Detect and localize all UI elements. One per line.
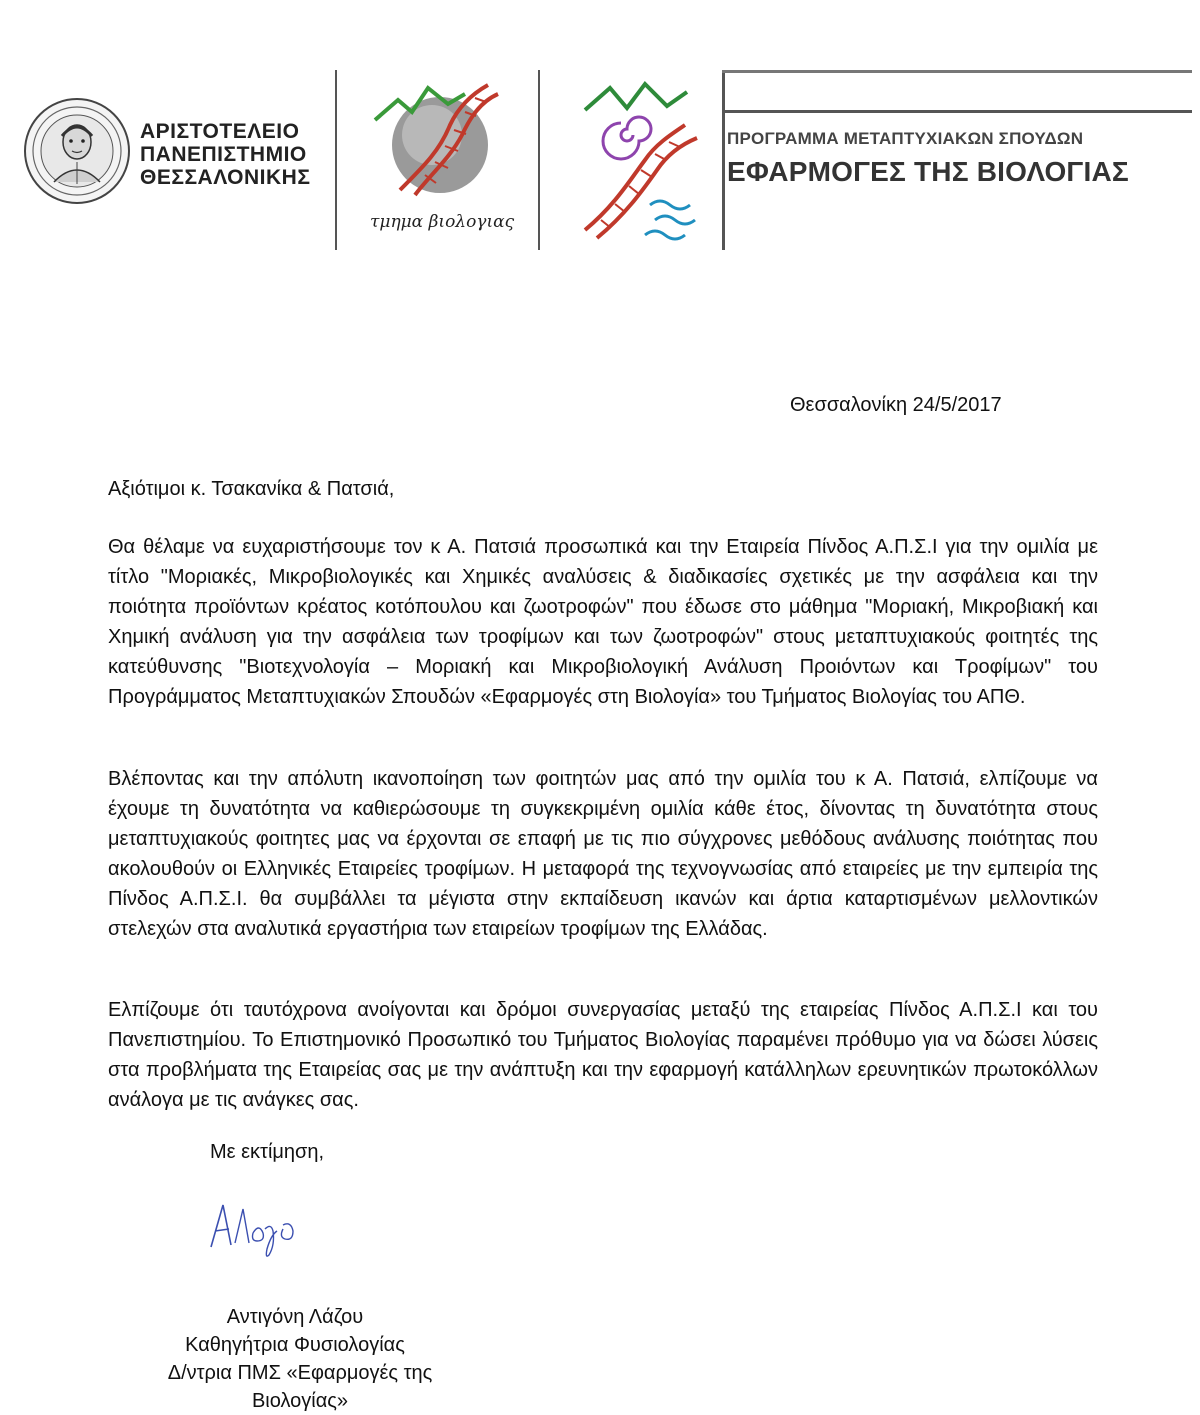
program-title-line2: ΕΦΑΡΜΟΓΕΣ ΤΗΣ ΒΙΟΛΟΓΙΑΣ	[727, 156, 1129, 187]
signer-name: Αντιγόνη Λάζου	[226, 1306, 364, 1328]
handwritten-signature	[205, 1195, 305, 1260]
header-rule	[722, 110, 1192, 113]
university-name-line: ΠΑΝΕΠΙΣΤΗΜΙΟ	[140, 143, 307, 166]
letter-paragraph: Βλέποντας και την απόλυτη ικανοποίηση των φοιτητών μας από την ομιλία του κ Α. Πατσιά, ελπίζουμε να έχουμε τη δυνατότητα να καθιερώσουμε τη συγκεκριμένη ομιλία κάθε έτος, δίνοντας τη δυνατότητα στους μεταπτυχιακούς φοιτητες μας να έρχονται σε επαφή με τις πιο σύγχρονες μεθόδους ανάλυσης ποιότητας που ακολουθούν οι Ελληνικές Εταιρείες τροφίμων. Η μεταφορά της τεχνογνωσίας από εταιρείες με την εμπειρία της Πίνδος Α.Π.Σ.Ι. θα συμβάλλει τα μέγιστα στην εκπαίδευση ικανών και άρτια καταρτισμένων μελλοντικών στελεχών στα αναλυτικά εργαστήρια των εταιρείων τροφίμων της Ελλάδας.	[108, 768, 1098, 940]
header-bracket	[722, 70, 725, 250]
university-name-line: ΑΡΙΣΤΟΤΕΛΕΙΟ	[140, 120, 300, 143]
university-name	[140, 120, 310, 189]
university-seal-icon	[22, 96, 132, 206]
signer-role: Δ/ντρια ΠΜΣ «Εφαρμογές της Βιολογίας»	[167, 1362, 433, 1412]
header-divider	[335, 70, 337, 250]
letter-salutation: Αξιότιμοι κ. Τσακανίκα & Πατσιά,	[108, 478, 395, 500]
letter-date: Θεσσαλονίκη 24/5/2017	[790, 394, 1002, 416]
department-caption: τμημα βιολογιας	[370, 212, 515, 232]
header-divider	[538, 70, 540, 250]
university-name-line: ΘΕΣΣΑΛΟΝΙΚΗΣ	[140, 166, 311, 189]
letter-closing: Με εκτίμηση,	[210, 1141, 325, 1163]
letter-paragraph: Θα θέλαμε να ευχαριστήσουμε τον κ Α. Πατσιά προσωπικά και την Εταιρεία Πίνδος Α.Π.Σ.Ι για την ομιλία με τίτλο "Μοριακές, Μικροβιολογικές και Χημικές αναλύσεις & διαδικασίες σχετικές με την ασφάλεια και την ποιότητα προϊόντων κρέατος κοτόπουλου και ζωοτροφών" που έδωσε στο μάθημα "Μοριακή, Μικροβιακή και Χημική ανάλυση για την ασφάλεια των τροφίμων και των ζωοτροφών" στους μεταπτυχιακούς φοιτητές της κατεύθυνσης "Βιοτεχνολογία – Μοριακή και Μικροβιολογική Ανάλυση Προιόντων και Τροφίμων" του Προγράμματος Μεταπτυχιακών Σπουδών «Εφαρμογές στη Βιολογία» του Τμήματος Βιολογίας του ΑΠΘ.	[108, 536, 1098, 708]
program-title-line1: ΠΡΟΓΡΑΜΜΑ ΜΕΤΑΠΤΥΧΙΑΚΩΝ ΣΠΟΥΔΩΝ	[727, 129, 1084, 148]
letter-paragraph: Ελπίζουμε ότι ταυτόχρονα ανοίγονται και δρόμοι συνεργασίας μεταξύ της εταιρείας Πίνδος Α.Π.Σ.Ι και του Πανεπιστημίου. Το Επιστημονικό Προσωπικό του Τμήματος Βιολογίας παραμένει πρόθυμο για να δώσει λύσεις στα προβλήματα της Εταιρείας σας με την ανάπτυξη και την εφαρμογή κατάλληλων ερευνητικών πρωτοκόλλων ανάλογα με τις ανάγκες σας.	[108, 999, 1098, 1111]
biology-department-logo-icon	[370, 80, 505, 210]
program-logo-icon	[575, 80, 705, 245]
signer-title: Καθηγήτρια Φυσιολογίας	[185, 1334, 405, 1356]
header-rule	[722, 70, 1192, 73]
